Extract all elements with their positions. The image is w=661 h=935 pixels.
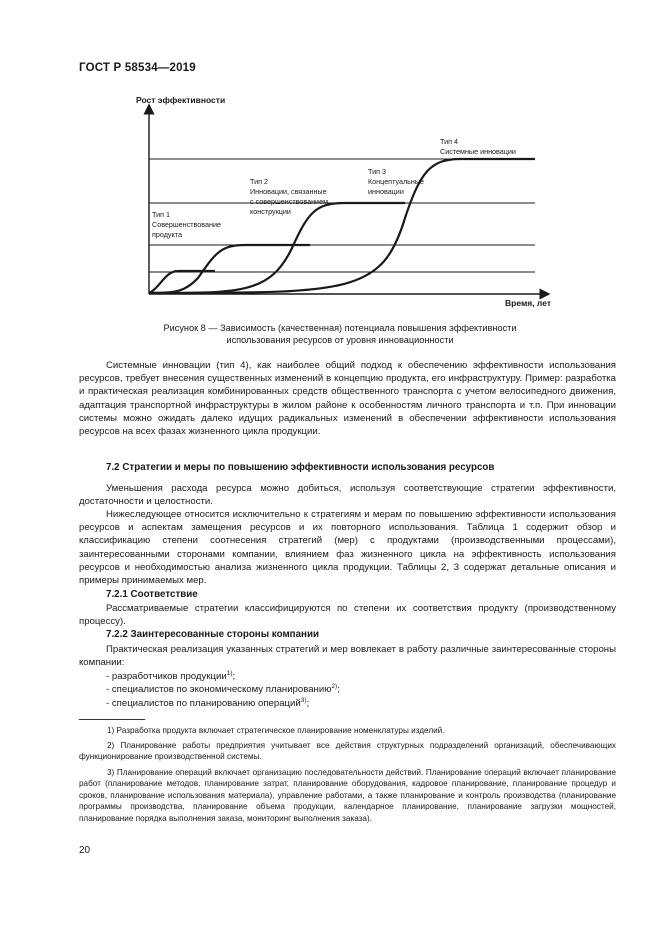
innovation-types-figure xyxy=(120,88,560,308)
section-heading-7-2-2: 7.2.2 Заинтересованные стороны компании xyxy=(106,629,320,640)
footnote-divider xyxy=(79,719,145,720)
document-code-header: ГОСТ Р 58534—2019 xyxy=(79,62,196,74)
paragraph-table-overview: Нижеследующее относится исключительно к стратегиям и мерам по повышению эффективности использования ресурсов и аспектам замещения ресурсов и их повторного использования. Таблица 1 содержит обзор и классификацию степени соотнесения стратегий (мер) с продуктами (производственными процессами), заинтересованными сторонами компании, влиянием фаз жизненного цикла на эффективность использования ресурсов и необходимостью анализа жизненного цикла продукции. Таблицы 2, 3 содержат детальные описания и примеры принимаемых мер. xyxy=(79,509,616,587)
svg-text:Тип 2: Тип 2 xyxy=(250,177,268,186)
svg-text:конструкции: конструкции xyxy=(250,207,291,216)
stakeholder-list xyxy=(106,670,606,710)
footnote-2: 2) Планирование работы предприятия учитывает все действия структурных подразделений организаций, обеспечивающих функционирование производственной системы. xyxy=(79,741,616,762)
svg-text:Тип 3: Тип 3 xyxy=(368,167,386,176)
section-heading-7-2: 7.2 Стратегии и меры по повышению эффективности использования ресурсов xyxy=(106,462,495,473)
paragraph-compliance: Рассматриваемые стратегии классифицируются по степени их соответствия продукту (производственному процессу). xyxy=(79,603,616,628)
footnote-3: 3) Планирование операций включает организацию последовательности действий. Планирование операций включает планирование работ (планирование методов, планирование затрат, планирование оборудования, кадровое планирование, планирование процедур и сроков, планирование использования материала), управление работами, а также планирование и контроль производства (планирование программы производства, планирование объема продукции, календарное планирование, планирование загрузки мощностей, планирование порядка выполнения заказа, мониторинг выполнения заказа). xyxy=(79,768,616,823)
page-number: 20 xyxy=(79,845,91,856)
label-type4 xyxy=(440,137,516,156)
svg-text:инновации: инновации xyxy=(368,187,404,196)
svg-text:Тип 1: Тип 1 xyxy=(152,210,170,219)
svg-text:Концептуальные: Концептуальные xyxy=(368,177,425,186)
label-type1 xyxy=(152,210,221,239)
svg-text:Системные инновации: Системные инновации xyxy=(440,147,516,156)
caption-line-2: использования ресурсов от уровня инновационности xyxy=(226,335,454,345)
paragraph-strategies: Уменьшения расхода ресурса можно добиться, используя соответствующие стратегии эффективности, достаточности и целостности. xyxy=(79,483,616,508)
footnote-1: 1) Разработка продукта включает стратегическое планирование номенклатуры изделий. xyxy=(107,726,445,735)
svg-text:Тип 4: Тип 4 xyxy=(440,137,458,146)
svg-text:продукта: продукта xyxy=(152,230,182,239)
innovation-chart xyxy=(120,88,560,308)
list-item: - специалистов по экономическому планированию$^{2)}$; xyxy=(106,683,340,696)
paragraph-stakeholders: Практическая реализация указанных стратегий и мер вовлекает в работу различные заинтересованные стороны компании: xyxy=(79,644,616,669)
caption-line-1: Рисунок 8 — Зависимость (качественная) потенциала повышения эффективности xyxy=(163,323,517,333)
figure-caption xyxy=(120,322,560,346)
curve-type2 xyxy=(149,245,310,293)
list-item: - разработчиков продукции$^{1)}$; xyxy=(106,670,236,682)
svg-text:с совершенствованием: с совершенствованием xyxy=(250,197,329,206)
y-axis-label: Рост эффективности xyxy=(136,95,226,105)
section-heading-7-2-1: 7.2.1 Соответствие xyxy=(106,589,198,600)
curve-type3 xyxy=(149,203,405,293)
paragraph-system-innovations: Системные инновации (тип 4), как наиболее общий подход к обеспечению эффективности использования ресурсов, требует внесения существенных изменений в концепцию продукта, его инфраструктуру. Пример: разработка и практическая реализация комбинированных средств общественного транспорта с учетом велосипедного движения, адаптация транспортной инфраструктуры в жилом районе к особенностям личного транспорта и т.п. При инновации системы можно ожидать далеко идущих радикальных изменений в обеспечении эффективности использования ресурсов на всех фазах жизненного цикла продукции. xyxy=(79,360,616,438)
x-axis-label: Время, лет xyxy=(505,298,551,308)
svg-text:Совершенствование: Совершенствование xyxy=(152,220,221,229)
svg-text:Инновации, связанные: Инновации, связанные xyxy=(250,187,327,196)
list-item: - специалистов по планированию операций$^{3)}$; xyxy=(106,696,310,709)
